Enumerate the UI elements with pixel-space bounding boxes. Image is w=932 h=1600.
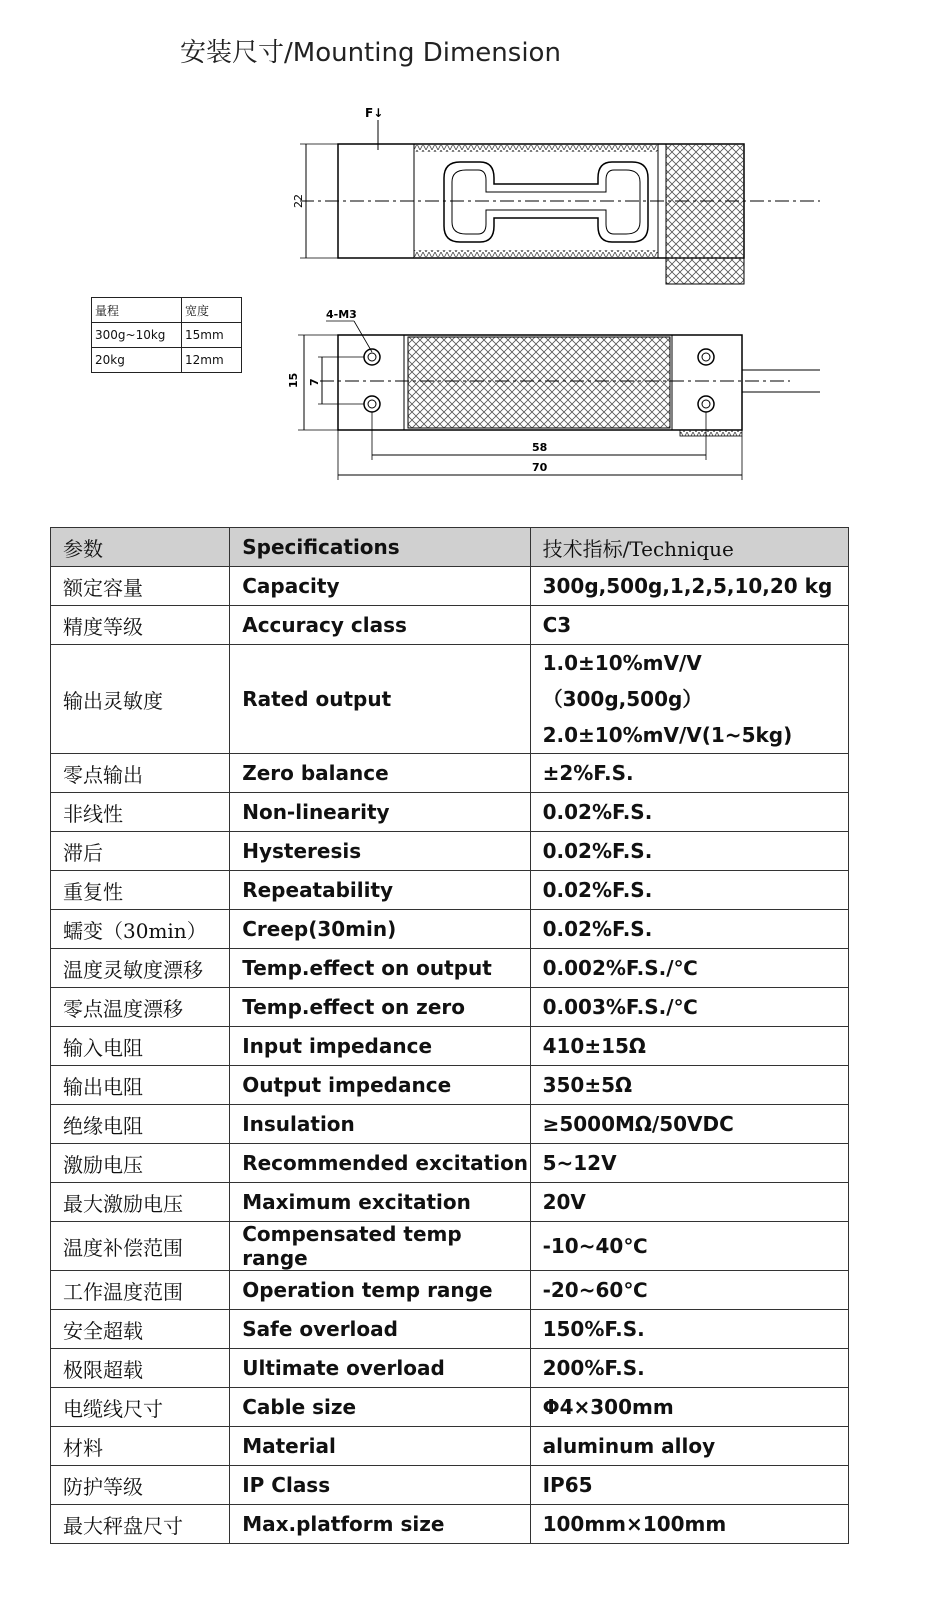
spec-row [51, 645, 849, 754]
spec-row [51, 988, 849, 1027]
spec-value: 200%F.S. [530, 1349, 848, 1388]
spec-value-line: 2.0±10%mV/V(1~5kg) [542, 723, 793, 747]
spec-value: 5~12V [530, 1144, 848, 1183]
spec-value: 150%F.S. [530, 1310, 848, 1349]
spec-param-cn: 输出灵敏度 [51, 645, 230, 754]
force-label: F↓ [365, 106, 384, 120]
spec-param-cn: 激励电压 [51, 1144, 230, 1183]
spec-param-en: Cable size [230, 1388, 530, 1427]
spec-param-en: Zero balance [230, 754, 530, 793]
spec-row [51, 1183, 849, 1222]
spec-value: C3 [530, 606, 848, 645]
spec-row [51, 1222, 849, 1271]
size-cell: 15mm [182, 323, 242, 348]
spec-param-cn: 最大秤盘尺寸 [51, 1505, 230, 1544]
spec-param-cn: 零点输出 [51, 754, 230, 793]
spec-value: 0.02%F.S. [530, 871, 848, 910]
spec-param-en: Input impedance [230, 1027, 530, 1066]
spec-value: -10~40℃ [530, 1222, 848, 1271]
spec-row [51, 793, 849, 832]
spec-param-cn: 零点温度漂移 [51, 988, 230, 1027]
spec-param-cn: 电缆线尺寸 [51, 1388, 230, 1427]
spec-param-en: Compensated temp range [230, 1222, 530, 1271]
spec-value: 100mm×100mm [530, 1505, 848, 1544]
spec-value: 350±5Ω [530, 1066, 848, 1105]
spec-param-en: Capacity [230, 567, 530, 606]
spec-param-en: Operation temp range [230, 1271, 530, 1310]
spec-value: -20~60℃ [530, 1271, 848, 1310]
spec-param-cn: 温度灵敏度漂移 [51, 949, 230, 988]
spec-value: aluminum alloy [530, 1427, 848, 1466]
dim-7: 7 [308, 378, 321, 386]
spec-param-cn: 工作温度范围 [51, 1271, 230, 1310]
spec-param-en: Output impedance [230, 1066, 530, 1105]
dim-15: 15 [287, 372, 300, 388]
spec-param-en: Repeatability [230, 871, 530, 910]
header-param: 参数 [51, 528, 230, 567]
spec-table-header [51, 528, 849, 567]
spec-value: 0.02%F.S. [530, 793, 848, 832]
spec-row [51, 1271, 849, 1310]
spec-value: 0.002%F.S./℃ [530, 949, 848, 988]
header-specifications: Specifications [230, 528, 530, 567]
mounting-dimension-drawing [0, 90, 932, 490]
spec-param-en: Non-linearity [230, 793, 530, 832]
spec-row [51, 1505, 849, 1544]
spec-value: 20V [530, 1183, 848, 1222]
spec-param-en: Temp.effect on zero [230, 988, 530, 1027]
spec-row [51, 754, 849, 793]
spec-param-en: Creep(30min) [230, 910, 530, 949]
spec-param-cn: 输出电阻 [51, 1066, 230, 1105]
spec-param-cn: 非线性 [51, 793, 230, 832]
spec-row [51, 606, 849, 645]
hole-label: 4-M3 [326, 308, 357, 321]
size-table-row [92, 323, 242, 348]
spec-param-cn: 输入电阻 [51, 1027, 230, 1066]
dim-70: 70 [532, 461, 548, 474]
spec-param-cn: 额定容量 [51, 567, 230, 606]
size-header-range: 量程 [92, 298, 182, 323]
spec-row [51, 910, 849, 949]
spec-row [51, 871, 849, 910]
spec-param-cn: 防护等级 [51, 1466, 230, 1505]
page-title: 安装尺寸/Mounting Dimension [180, 38, 561, 68]
size-cell: 300g~10kg [92, 323, 182, 348]
spec-param-cn: 绝缘电阻 [51, 1105, 230, 1144]
spec-param-cn: 精度等级 [51, 606, 230, 645]
spec-param-cn: 重复性 [51, 871, 230, 910]
spec-value: ±2%F.S. [530, 754, 848, 793]
spec-row [51, 1349, 849, 1388]
size-table-row [92, 348, 242, 373]
spec-value [530, 645, 848, 754]
spec-param-en: Insulation [230, 1105, 530, 1144]
spec-value-line: 1.0±10%mV/V（300g,500g） [542, 651, 703, 711]
spec-param-cn: 材料 [51, 1427, 230, 1466]
spec-param-cn: 滞后 [51, 832, 230, 871]
spec-row [51, 1388, 849, 1427]
spec-value: 0.02%F.S. [530, 832, 848, 871]
spec-param-en: Maximum excitation [230, 1183, 530, 1222]
spec-param-en: Material [230, 1427, 530, 1466]
spec-row [51, 1066, 849, 1105]
dim-22: 22 [292, 194, 305, 208]
size-table-header [92, 298, 242, 323]
spec-value: 0.003%F.S./℃ [530, 988, 848, 1027]
bone-cutout [444, 162, 648, 242]
spec-row [51, 567, 849, 606]
spec-param-en: Recommended excitation [230, 1144, 530, 1183]
spec-param-cn: 极限超载 [51, 1349, 230, 1388]
spec-row [51, 1144, 849, 1183]
spec-param-en: Max.platform size [230, 1505, 530, 1544]
spec-row [51, 1427, 849, 1466]
spec-param-en: Rated output [230, 645, 530, 754]
spec-param-cn: 安全超载 [51, 1310, 230, 1349]
spec-row [51, 832, 849, 871]
spec-row [51, 949, 849, 988]
strain-gauge-hatch [408, 337, 670, 428]
spec-param-cn: 蠕变（30min） [51, 910, 230, 949]
spec-param-en: Hysteresis [230, 832, 530, 871]
dim-58: 58 [532, 441, 548, 454]
spec-param-cn: 温度补偿范围 [51, 1222, 230, 1271]
spec-param-en: Safe overload [230, 1310, 530, 1349]
spec-value: 0.02%F.S. [530, 910, 848, 949]
spec-value: IP65 [530, 1466, 848, 1505]
spec-value: 300g,500g,1,2,5,10,20 kg [530, 567, 848, 606]
size-cell: 20kg [92, 348, 182, 373]
spec-row [51, 1105, 849, 1144]
size-header-width: 宽度 [182, 298, 242, 323]
header-technique: 技术指标/Technique [530, 528, 848, 567]
size-table [91, 297, 242, 373]
spec-value: ≥5000MΩ/50VDC [530, 1105, 848, 1144]
spec-row [51, 1027, 849, 1066]
spec-row [51, 1466, 849, 1505]
spec-row [51, 1310, 849, 1349]
spec-value: Φ4×300mm [530, 1388, 848, 1427]
spec-param-en: Accuracy class [230, 606, 530, 645]
spec-value: 410±15Ω [530, 1027, 848, 1066]
spec-param-en: Temp.effect on output [230, 949, 530, 988]
spec-table [50, 527, 849, 1544]
spec-param-en: IP Class [230, 1466, 530, 1505]
spec-param-en: Ultimate overload [230, 1349, 530, 1388]
spec-param-cn: 最大激励电压 [51, 1183, 230, 1222]
size-cell: 12mm [182, 348, 242, 373]
side-hatch [666, 144, 744, 284]
